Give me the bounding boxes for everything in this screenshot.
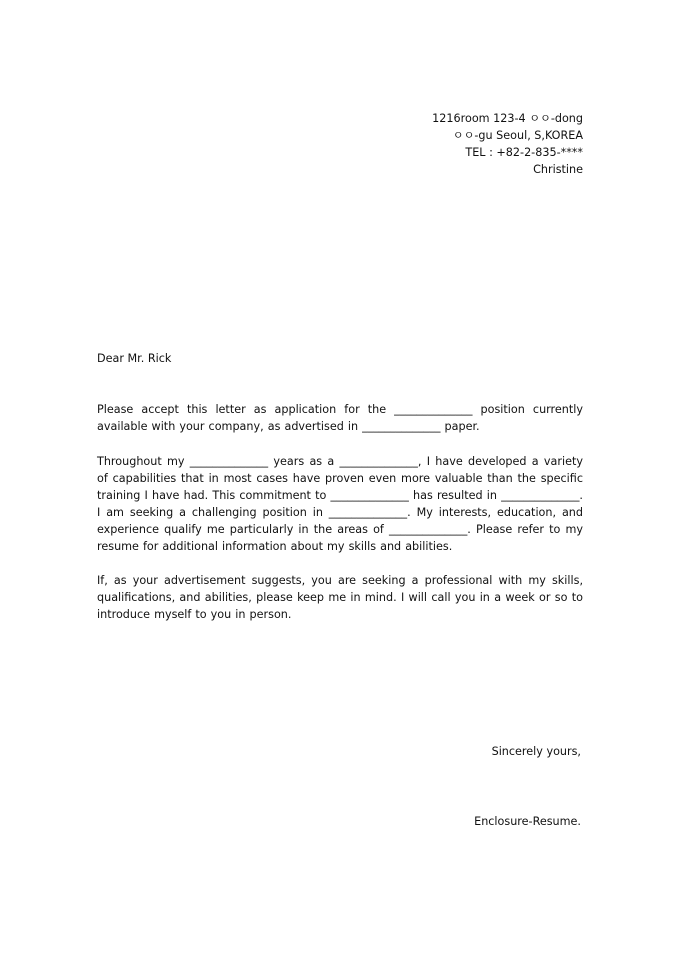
paragraph-follow-up: If, as your advertisement suggests, you are seeking a professional with my skills, qualifications, and abilities, please keep me in mind. I will call you in a week or so to introduce myself to you in person. (97, 574, 583, 621)
sender-name: Christine (533, 163, 583, 176)
sender-address-block (432, 110, 583, 178)
enclosure-note: Enclosure-Resume. (474, 815, 581, 828)
salutation: Dear Mr. Rick (97, 352, 172, 365)
address-line-city: ㅇㅇ-gu Seoul, S,KOREA (452, 129, 583, 142)
address-line-street: 1216room 123-4 ㅇㅇ-dong (432, 112, 583, 125)
paragraph-application: Please accept this letter as application for the ______________ position currently available with your company, as advertised in ______________ paper. (97, 403, 583, 433)
closing-line: Sincerely yours, (491, 745, 581, 758)
paragraph-experience: Throughout my ______________ years as a ______________, I have developed a variety of capabilities that in most cases have proven even more valuable than the specific training I have had. This commitment to ______________ has resulted in ______________. I am seeking a challenging position in ______________. My interests, education, and experience qualify me particularly in the areas of ______________. Please refer to my resume for additional information about my skills and abilities. (97, 455, 583, 553)
address-line-phone: TEL : +82-2-835-**** (465, 146, 583, 159)
